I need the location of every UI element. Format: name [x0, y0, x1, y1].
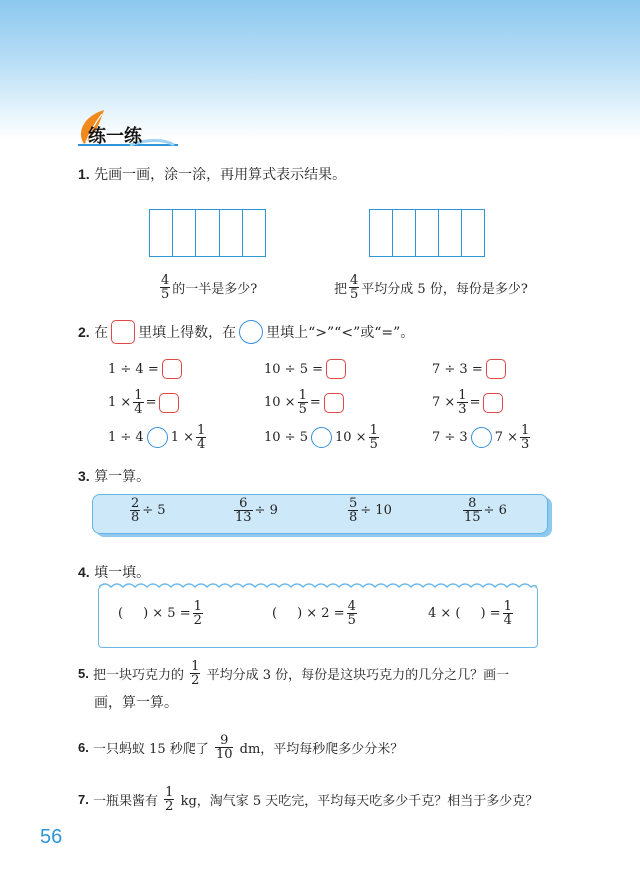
q4-item: 4 × ( ) = $\frac{1}{4}$ — [428, 599, 512, 628]
q3-item: $\frac{6}{13}$ ÷ 9 — [235, 496, 278, 525]
section-heading — [70, 108, 180, 148]
question-3: 3. 算一算。 — [78, 468, 151, 485]
scroll-edge-icon — [99, 581, 537, 591]
q1-right-caption: 把 $\frac{4}{5}$ 平均分成 5 份，每份是多少? — [334, 273, 528, 302]
compare-circle[interactable] — [311, 427, 332, 448]
drawing-rectangle-right[interactable] — [369, 209, 485, 257]
compare-circle[interactable] — [471, 427, 492, 448]
question-1-text: 先画一画，涂一涂，再用算式表示结果。 — [94, 167, 347, 183]
q2-item: 1 × $\frac{1}{4}$ = — [108, 389, 182, 416]
q3-item: $\frac{2}{8}$ ÷ 5 — [131, 496, 166, 525]
q2-item: 7 × $\frac{1}{3}$ = — [432, 389, 506, 416]
q2-item: 10 ÷ 5 = — [264, 359, 349, 379]
q2-item: 1 ÷ 4 = — [108, 359, 185, 379]
page-number: 56 — [40, 826, 63, 848]
q4-item: ( ) × 2 = $\frac{4}{5}$ — [272, 599, 356, 628]
answer-box[interactable] — [162, 359, 182, 379]
fraction: $\frac{4}{5}$ — [350, 273, 359, 302]
question-1: 1. 先画一画，涂一涂，再用算式表示结果。 — [78, 166, 347, 183]
q4-item: ( ) × 5 = $\frac{1}{2}$ — [118, 599, 202, 628]
compare-circle[interactable] — [147, 427, 168, 448]
q2-item: 1 ÷ 4 1 × $\frac{1}{4}$ — [108, 423, 206, 452]
q1-left-caption: $\frac{4}{5}$ 的一半是多少? — [161, 273, 258, 302]
q2-item: 7 ÷ 3 = — [432, 359, 509, 379]
question-5-continued: 画，算一算。 — [94, 695, 178, 711]
answer-box[interactable] — [483, 393, 503, 413]
q2-item: 10 ÷ 5 10 × $\frac{1}{5}$ — [264, 423, 378, 452]
section-title: 练一练 — [88, 126, 142, 147]
answer-box[interactable] — [486, 359, 506, 379]
question-5: 5. 把一块巧克力的 $\frac{1}{2}$ 平均分成 3 份，每份是这块巧克力的几分之几？画一 — [78, 659, 510, 688]
compare-circle-icon — [239, 320, 263, 344]
drawing-rectangle-left[interactable] — [149, 209, 266, 257]
question-6: 6. 一只蚂蚁 15 秒爬了 $\frac{9}{10}$ dm，平均每秒爬多少分米？ — [78, 733, 404, 762]
answer-box[interactable] — [324, 393, 344, 413]
question-7: 7. 一瓶果酱有 $\frac{1}{2}$ kg，淘气家 5 天吃完，平均每天吃多少千克？相当于多少克？ — [78, 785, 539, 814]
q2-item: 10 × $\frac{1}{5}$ = — [264, 389, 347, 416]
q3-item: $\frac{8}{15}$ ÷ 6 — [464, 496, 507, 525]
question-4: 4. 填一填。 — [78, 564, 151, 581]
fraction: $\frac{4}{5}$ — [161, 273, 170, 302]
answer-box-icon — [111, 320, 135, 344]
answer-box[interactable] — [159, 393, 179, 413]
q2-item: 7 ÷ 3 7 × $\frac{1}{3}$ — [432, 423, 530, 452]
question-2: 2. 在 里填上得数，在 里填上“>”“<”或“=”。 — [78, 320, 414, 344]
answer-box[interactable] — [326, 359, 346, 379]
q3-item: $\frac{5}{8}$ ÷ 10 — [349, 496, 392, 525]
